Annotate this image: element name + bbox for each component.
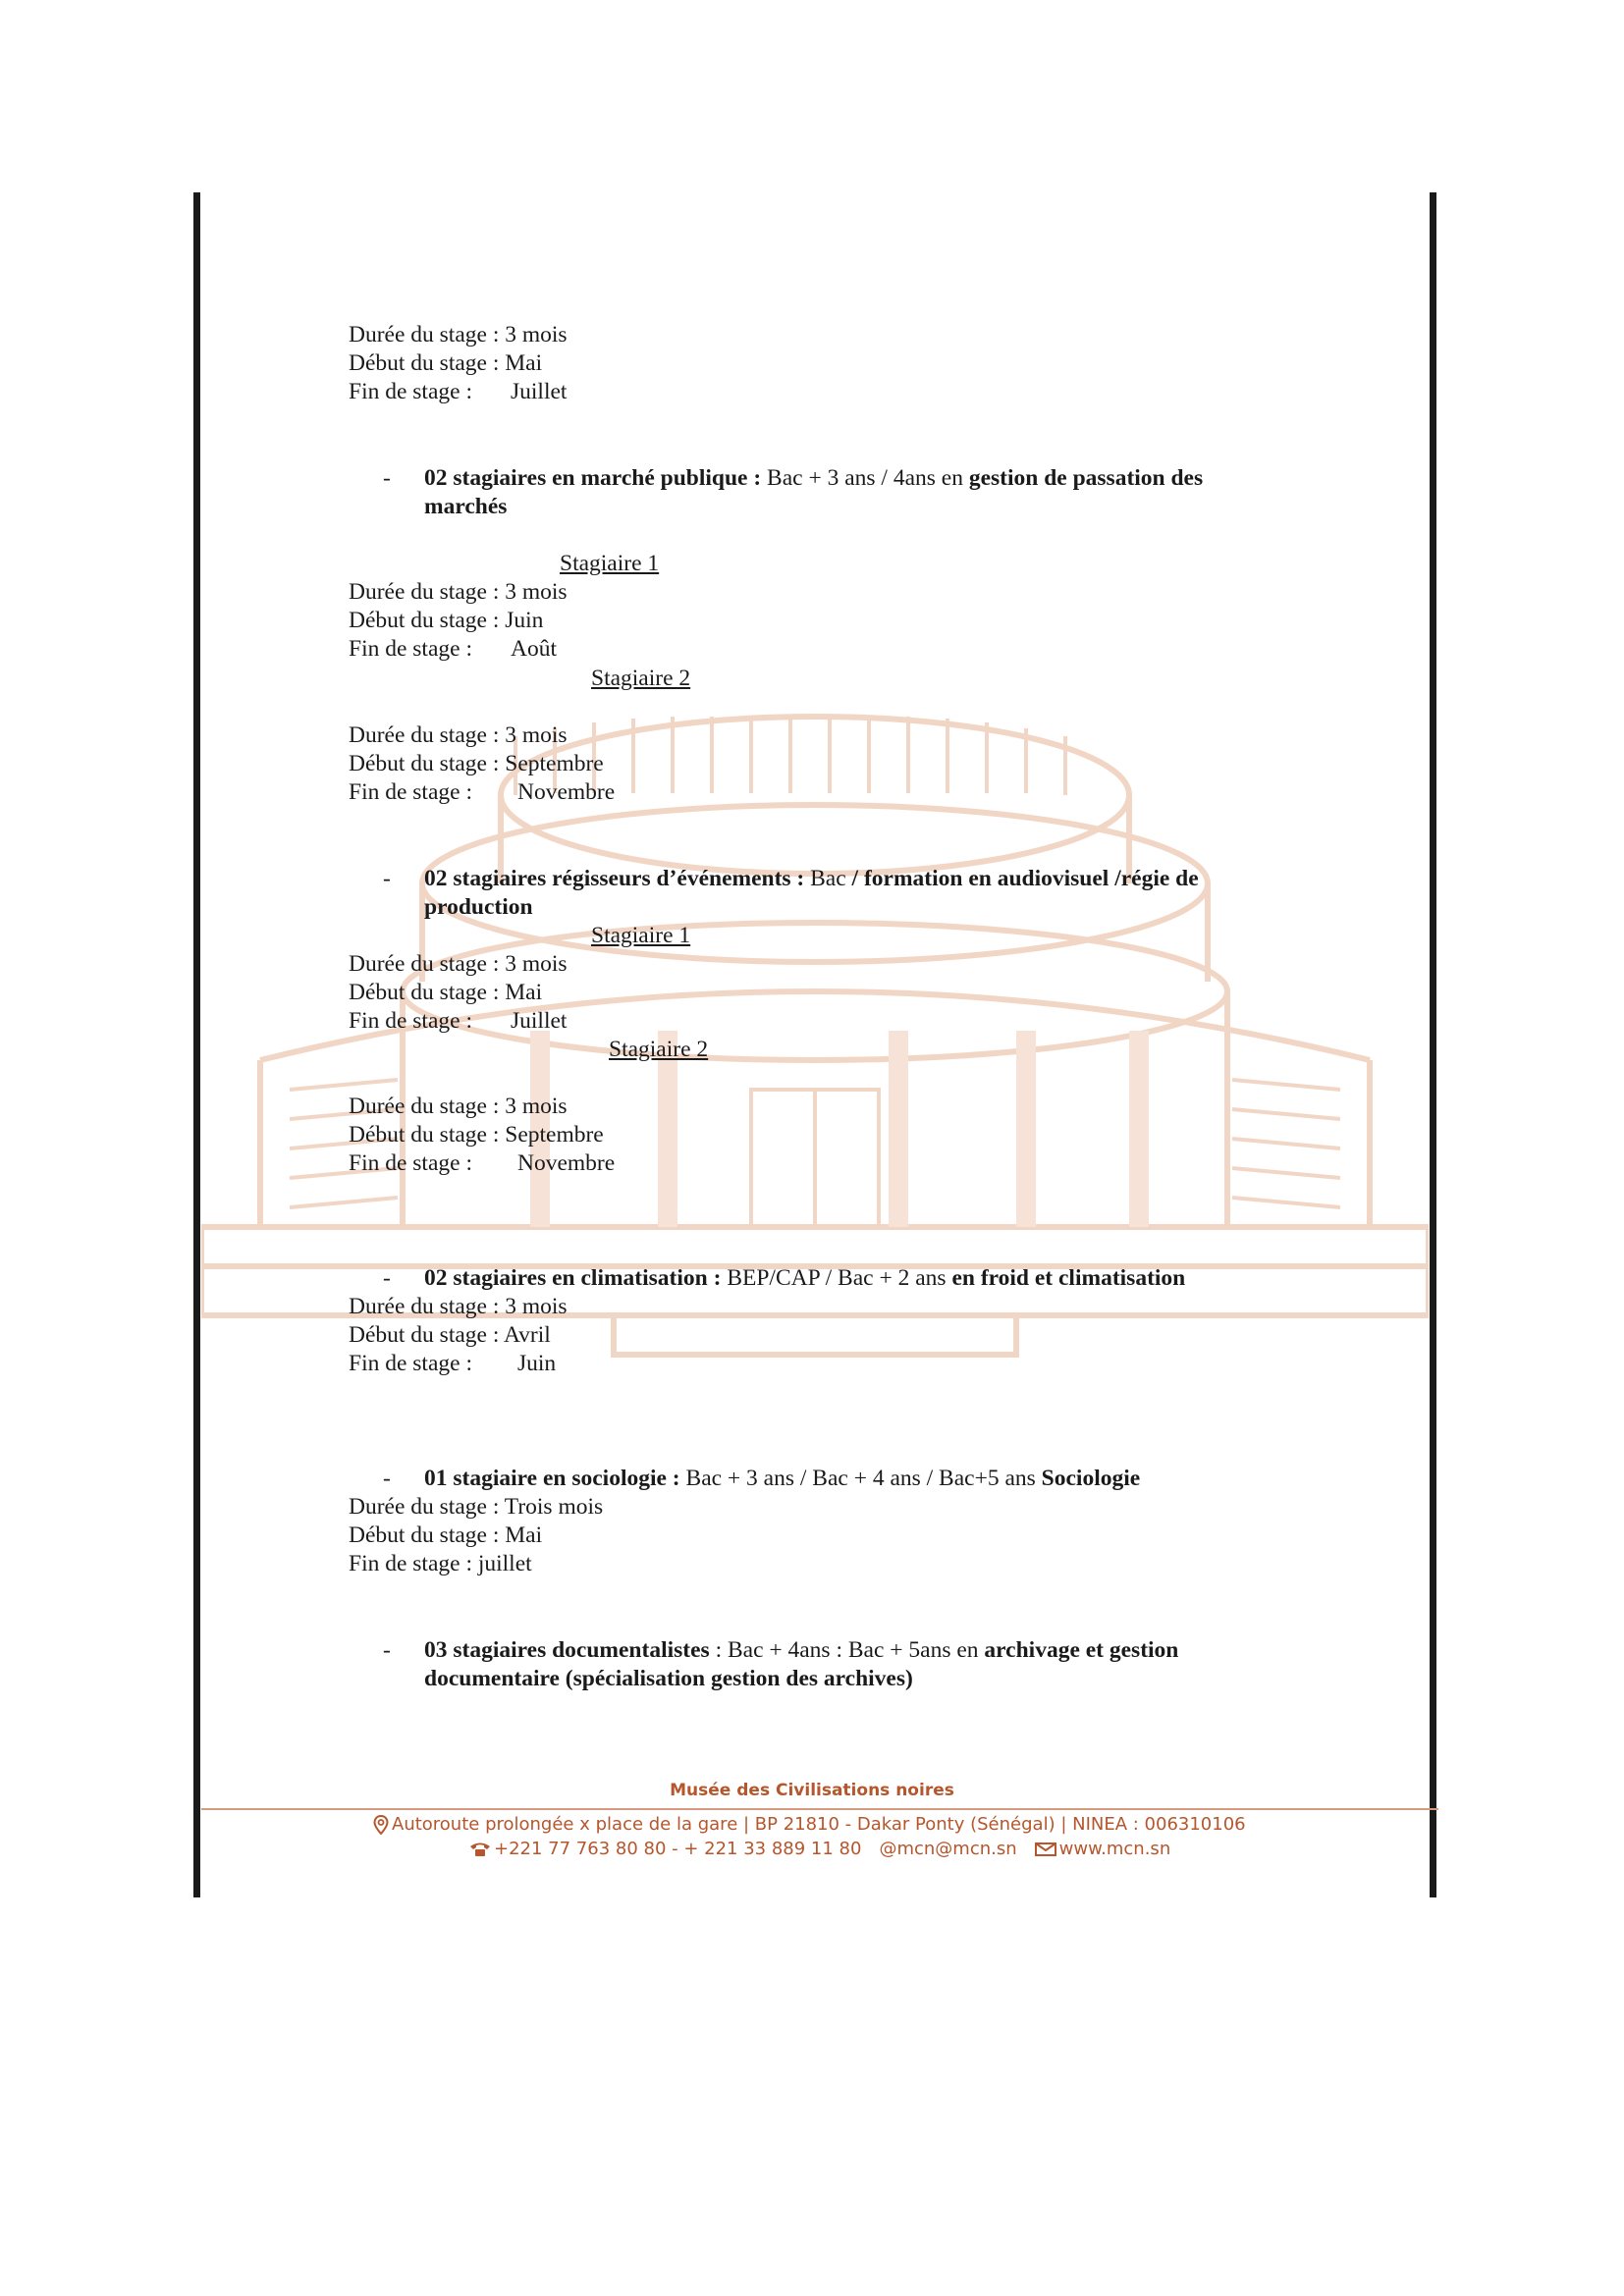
bullet-dash: - xyxy=(383,465,391,491)
mail-icon xyxy=(1035,1842,1056,1857)
page-border-right xyxy=(1430,192,1436,1897)
end-line: Fin de stage : juillet xyxy=(349,1551,532,1576)
end-value: Novembre xyxy=(517,779,616,805)
end-line xyxy=(349,635,557,664)
footer-address xyxy=(373,1814,1246,1835)
footer-address-text: Autoroute prolongée x place de la gare | BP 21810 - Dakar Ponty (Sénégal) | NINEA : 006310106 xyxy=(392,1814,1246,1835)
footer-institution-name: Musée des Civilisations noires xyxy=(670,1781,954,1800)
bullet-dash: - xyxy=(383,1466,391,1491)
end-label: Fin de stage : xyxy=(349,1351,472,1376)
end-label: Fin de stage : xyxy=(349,379,472,404)
heading-middle: : Bac + 4ans : Bac + 5ans en xyxy=(709,1637,985,1663)
heading-domain: Sociologie xyxy=(1041,1466,1141,1491)
end-line xyxy=(349,1350,556,1378)
heading-domain: / formation en audiovisuel /régie de production xyxy=(424,866,1199,920)
end-label: Fin de stage : xyxy=(349,1150,472,1176)
heading-count: 02 stagiaires en climatisation : xyxy=(424,1265,722,1291)
page-border-left xyxy=(193,192,200,1897)
start-line: Début du stage : Juin xyxy=(349,608,544,633)
start-line: Début du stage : Septembre xyxy=(349,751,604,776)
end-label: Fin de stage : xyxy=(349,779,472,805)
end-value: Juin xyxy=(517,1351,557,1376)
footer-contact xyxy=(469,1839,1170,1859)
heading-domain: archivage et gestion documentaire (spécialisation gestion des archives) xyxy=(424,1637,1179,1691)
duration-line: Durée du stage : 3 mois xyxy=(349,322,568,347)
heading-middle: Bac + 3 ans / 4ans en xyxy=(761,465,969,491)
duration-line: Durée du stage : 3 mois xyxy=(349,579,568,605)
start-line: Début du stage : Mai xyxy=(349,350,543,376)
bullet-dash: - xyxy=(383,1637,391,1663)
end-value: Août xyxy=(511,636,557,662)
heading-domain: en froid et climatisation xyxy=(951,1265,1186,1291)
section-heading-climatisation xyxy=(424,1264,1269,1293)
end-label: Fin de stage : xyxy=(349,1008,472,1034)
footer-divider xyxy=(201,1808,1438,1810)
end-value: Juillet xyxy=(511,379,568,404)
stagiaire-title: Stagiaire 1 xyxy=(591,923,691,948)
stagiaire-title: Stagiaire 2 xyxy=(591,666,691,691)
heading-count: 02 stagiaires régisseurs d’événements : xyxy=(424,866,805,891)
duration-line: Durée du stage : 3 mois xyxy=(349,722,568,748)
duration-line: Durée du stage : Trois mois xyxy=(349,1494,604,1520)
heading-count: 01 stagiaire en sociologie : xyxy=(424,1466,680,1491)
end-value: Novembre xyxy=(517,1150,616,1176)
heading-middle: Bac xyxy=(804,866,852,891)
stagiaire-title: Stagiaire 1 xyxy=(560,551,660,576)
heading-count: 02 stagiaires en marché publique : xyxy=(424,465,762,491)
end-value: Juillet xyxy=(511,1008,568,1034)
telephone-icon xyxy=(469,1842,491,1857)
bullet-dash: - xyxy=(383,1265,391,1291)
section-heading-marche xyxy=(424,464,1269,521)
stagiaire-title: Stagiaire 2 xyxy=(609,1037,709,1062)
end-line xyxy=(349,778,615,807)
location-pin-icon xyxy=(373,1815,389,1835)
start-line: Début du stage : Septembre xyxy=(349,1122,604,1148)
duration-line: Durée du stage : 3 mois xyxy=(349,1094,568,1119)
section-heading-documentalistes xyxy=(424,1636,1249,1693)
bullet-dash: - xyxy=(383,866,391,891)
heading-count: 03 stagiaires documentalistes xyxy=(424,1637,710,1663)
heading-domain: gestion de passation des marchés xyxy=(424,465,1204,519)
duration-line: Durée du stage : 3 mois xyxy=(349,1294,568,1319)
end-line xyxy=(349,1007,567,1036)
footer-website[interactable]: www.mcn.sn xyxy=(1058,1839,1171,1859)
end-line xyxy=(349,1149,615,1178)
heading-middle: BEP/CAP / Bac + 2 ans xyxy=(721,1265,952,1291)
start-line: Début du stage : Mai xyxy=(349,980,543,1005)
end-line xyxy=(349,378,567,406)
heading-middle: Bac + 3 ans / Bac + 4 ans / Bac+5 ans xyxy=(679,1466,1042,1491)
footer-email[interactable]: @mcn@mcn.sn xyxy=(879,1839,1017,1859)
end-label: Fin de stage : xyxy=(349,636,472,662)
duration-line: Durée du stage : 3 mois xyxy=(349,951,568,977)
section-heading-regisseurs xyxy=(424,865,1269,922)
section-heading-sociologie xyxy=(424,1465,1269,1493)
footer-phone: +221 77 763 80 80 - + 221 33 889 11 80 xyxy=(494,1839,862,1859)
start-line: Début du stage : Avril xyxy=(349,1322,551,1348)
start-line: Début du stage : Mai xyxy=(349,1522,543,1548)
